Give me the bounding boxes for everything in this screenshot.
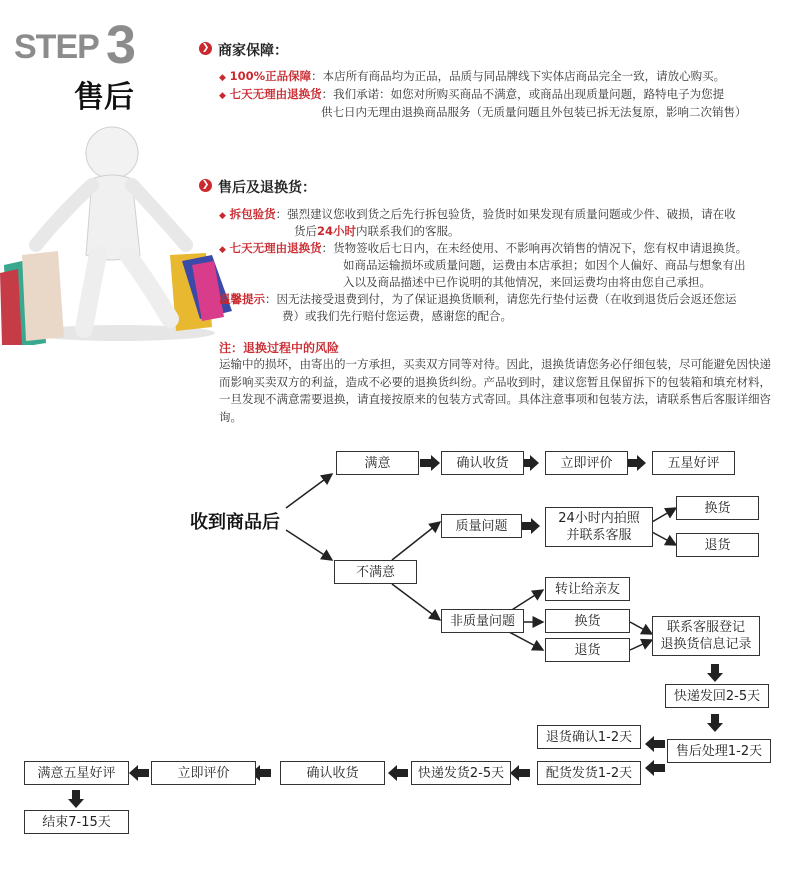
note-text: 运输中的损坏，由寄出的一方承担，买卖双方同等对待。因此，退换货请您务必仔细包装，尽可能避免因快递而影响买卖双方的利益，造成不必要的退换货纠纷。产品收到时，建议您暂且保留拆下的包装箱和填充材料，一旦发现不满意需要退换，请直接按原来的包装方式寄回。具体注意事项和包装方法，请联系售后客服详细咨询。: [219, 357, 771, 424]
aftersale-item-unpack: ◆ 拆包验货：强烈建议您收到货之后先行拆包验货，验货时如果发现有质量问题或少件、破损，请在收: [219, 207, 736, 221]
flow-box-review-final: 立即评价: [151, 761, 256, 785]
text-unpack-24h: 24小时: [317, 224, 357, 238]
flow-box-return-nonquality: 退货: [545, 638, 630, 662]
flow-box-return-quality: 退货: [676, 533, 759, 557]
guarantee-item-seven-day: ◆ 七天无理由退换货：我们承诺：如您对所购买商品不满意，或商品出现质量问题，路特电子为您提: [219, 87, 725, 101]
flow-box-transfer: 转让给亲友: [545, 577, 630, 601]
label-authentic: 100%正品保障: [229, 69, 312, 83]
step-word: STEP: [14, 28, 99, 66]
text-aftersale-seven-day-1: ：货物签收后七日内，在未经使用、不影响再次销售的情况下，您有权申请退换货。: [321, 241, 748, 255]
text-unpack-2-pre: 货后: [294, 224, 317, 238]
text-aftersale-seven-day-2: 如商品运输损坏或质量问题，运费由本店承担；如因个人偏好、商品与想象有出: [343, 258, 746, 272]
note-label: 注：退换过程中的风险: [219, 341, 340, 355]
flow-box-non-quality: 非质量问题: [441, 609, 524, 633]
flow-box-ship-back: 快递发回2-5天: [665, 684, 769, 708]
flow-box-satisfied-five-star: 满意五星好评: [24, 761, 129, 785]
flow-box-confirm-receipt-final: 确认收货: [280, 761, 385, 785]
flow-box-photo-contact: 24小时内拍照 并联系客服: [545, 507, 653, 547]
text-unpack-2-post: 内联系我们的客服。: [356, 224, 460, 238]
text-seven-day-2: 供七日内无理由退换商品服务（无质量问题且外包装已拆无法复原，影响二次销售）: [321, 105, 747, 119]
text-tip-1: ：因无法接受退费到付，为了保证退换货顺利，请您先行垫付运费（在收到退货后会返还您运: [265, 292, 737, 306]
aftersale-item-seven-day: ◆ 七天无理由退换货：货物签收后七日内，在未经使用、不影响再次销售的情况下，您有权申请退换货。: [219, 241, 748, 255]
chevron-right-icon: ❯: [199, 42, 212, 55]
label-tip: 温馨提示: [219, 292, 265, 306]
flow-box-register: 联系客服登记 退换货信息记录: [652, 616, 760, 656]
flow-box-exchange-nonquality: 换货: [545, 609, 630, 633]
flow-box-ship-out: 快递发货2-5天: [411, 761, 511, 785]
guarantee-item-authentic: ◆ 100%正品保障：本店所有商品均为正品，品质与同品牌线下实体店商品完全一致，请放心购买。: [219, 69, 726, 83]
text-unpack-1: ：强烈建议您收到货之后先行拆包验货，验货时如果发现有质量问题或少件、破损，请在收: [275, 207, 736, 221]
flow-box-quality-issue: 质量问题: [441, 514, 522, 538]
label-seven-day: 七天无理由退换货: [229, 87, 322, 101]
flow-box-after-process: 售后处理1-2天: [667, 739, 771, 763]
section-title-aftersale: 售后及退换货：: [218, 180, 316, 196]
chevron-right-icon: ❯: [199, 179, 212, 192]
text-seven-day-1: ：我们承诺：如您对所购买商品不满意，或商品出现质量问题，路特电子为您提: [321, 87, 725, 101]
flow-box-satisfied: 满意: [336, 451, 419, 475]
flow-box-end: 结束7-15天: [24, 810, 129, 834]
step-subtitle: 售后: [74, 80, 134, 115]
text-aftersale-seven-day-3: 入以及商品描述中已作说明的其他情况，来回运费均由将由您自己承担。: [343, 275, 711, 289]
flow-box-five-star: 五星好评: [652, 451, 735, 475]
flow-box-review: 立即评价: [545, 451, 628, 475]
flow-box-confirm-receipt: 确认收货: [441, 451, 524, 475]
step-number: 3: [106, 15, 137, 75]
flow-start-label: 收到商品后: [190, 512, 280, 533]
label-aftersale-seven-day: 七天无理由退换货: [229, 241, 322, 255]
text-authentic: ：本店所有商品均为正品，品质与同品牌线下实体店商品完全一致，请放心购买。: [311, 69, 726, 83]
flow-box-return-confirm: 退货确认1-2天: [537, 725, 641, 749]
section-title-guarantee: 商家保障：: [218, 43, 288, 59]
label-unpack: 拆包验货: [229, 207, 276, 221]
text-tip-2: 费）或我们先行赔付您运费，感谢您的配合。: [282, 309, 512, 323]
flow-box-restock: 配货发货1-2天: [537, 761, 641, 785]
flow-box-exchange-quality: 换货: [676, 496, 759, 520]
flow-box-unsatisfied: 不满意: [334, 560, 417, 584]
